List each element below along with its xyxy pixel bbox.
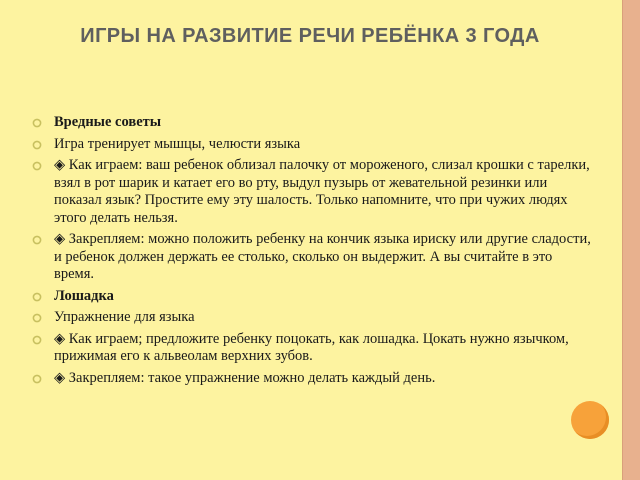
list-item-0 bbox=[32, 114, 592, 132]
circle-bullet-icon bbox=[32, 140, 42, 150]
list-item-text: Игра тренирует мышцы, челюсти языка bbox=[54, 135, 301, 152]
list-item-4 bbox=[32, 288, 592, 306]
list-item-2 bbox=[32, 157, 592, 227]
slide-title: ИГРЫ НА РАЗВИТИЕ РЕЧИ РЕБЁНКА 3 ГОДА bbox=[80, 25, 540, 47]
list-item-text: ◈ Закрепляем: такое упражнение можно делать каждый день. bbox=[54, 369, 436, 386]
list-item-text: ◈ Закрепляем: можно положить ребенку на кончик языка ириску или другие сладости, и ребенок должен держать ее столько, сколько он выдержит. А вы считайте в это время. bbox=[54, 231, 591, 282]
circle-bullet-icon bbox=[32, 118, 42, 128]
list-item-6 bbox=[32, 331, 592, 366]
section-heading: Лошадка bbox=[54, 287, 114, 304]
right-decorative-band bbox=[623, 0, 640, 480]
orange-circle-decoration bbox=[571, 401, 609, 439]
circle-bullet-icon bbox=[32, 335, 42, 345]
list-item-text: Упражнение для языка bbox=[54, 309, 195, 325]
circle-bullet-icon bbox=[32, 292, 42, 302]
slide-content-list bbox=[32, 114, 592, 391]
circle-bullet-icon bbox=[32, 161, 42, 171]
list-item-7 bbox=[32, 370, 592, 388]
list-item-1 bbox=[32, 136, 592, 154]
section-heading: Вредные советы bbox=[54, 114, 162, 130]
list-item-5 bbox=[32, 309, 592, 327]
list-item-text: ◈ Как играем: ваш ребенок облизал палочку от мороженого, слизал крошки с тарелки, взял в рот шарик и катает его во рту, выдул пузырь от жевательной резинки или показал язык? Простите ему эту шалость. Только напомните, что при чужих людях этого делать нельзя. bbox=[54, 157, 590, 226]
circle-bullet-icon bbox=[32, 235, 42, 245]
list-item-text: ◈ Как играем; предложите ребенку поцокать, как лошадка. Цокать нужно язычком, прижимая его к альвеолам верхних зубов. bbox=[54, 330, 569, 364]
circle-bullet-icon bbox=[32, 374, 42, 384]
circle-bullet-icon bbox=[32, 313, 42, 323]
list-item-3 bbox=[32, 231, 592, 284]
